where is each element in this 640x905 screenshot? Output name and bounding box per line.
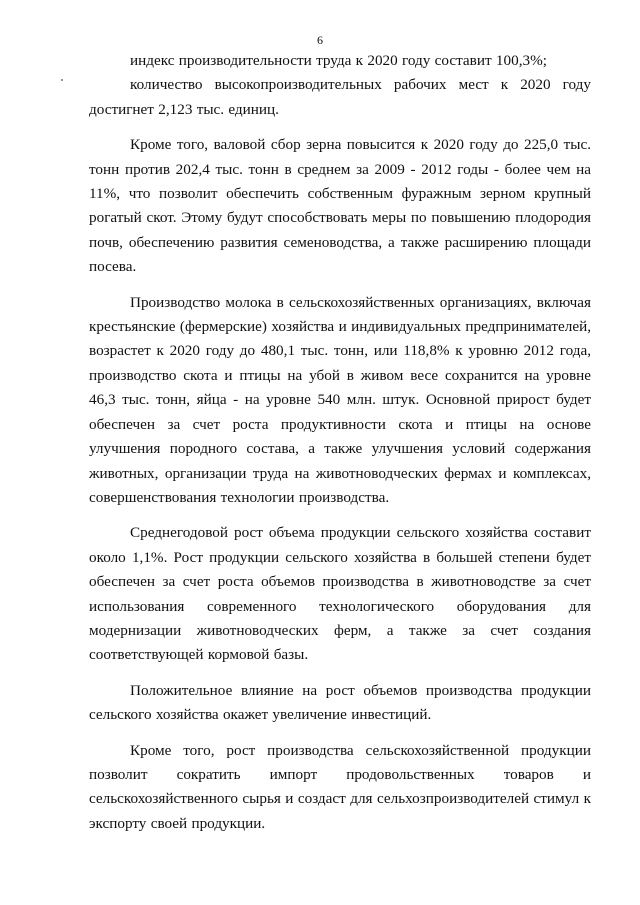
paragraph-milk-production: Производство молока в сельскохозяйственных организациях, включая крестьянские (фермерские) хозяйства и индивидуальных предпринимателей, возрастет к 2020 году до 480,1 тыс. тонн, или 118,8% к уровню 2012 года, производство скота и птицы на убой в живом весе сохранится на уровне 46,3 тыс. тонн, яйца - на уровне 540 млн. штук. Основной прирост будет обеспечен за счет роста продуктивности скота и птицы на основе улучшения породного состава, а также улучшения условий содержания животных, организации труда на животноводческих фермах и комплексах, совершенствования технологии производства. (89, 293, 591, 506)
paragraph-high-productivity-jobs: количество высокопроизводительных рабочих мест к 2020 году достигнет 2,123 тыс. единиц. (89, 76, 591, 118)
document-body (89, 49, 591, 836)
page-number: 6 (317, 33, 323, 47)
paragraph-grain-harvest: Кроме того, валовой сбор зерна повысится к 2020 году до 225,0 тыс. тонн против 202,4 тыс. тонн в среднем за 2009 - 2012 годы - более чем на 11%, что позволит обеспечить собственным фуражным зерном крупный рогатый скот. Этому будут способствовать меры по повышению плодородия почв, обеспечению развития семеноводства, а также расширению площади посева. (89, 136, 591, 276)
paragraph-average-growth: Среднегодовой рост объема продукции сельского хозяйства составит около 1,1%. Рост продукции сельского хозяйства в большей степени будет обеспечен за счет роста объемов производства в животноводстве за счет использования современного технологического оборудования для модернизации животноводческих ферм, а также за счет создания соответствующей кормовой базы. (89, 524, 591, 664)
paragraph-import-reduction: Кроме того, рост производства сельскохозяйственной продукции позволит сократить импорт продовольственных товаров и сельскохозяйственного сырья и создаст для сельхозпроизводителей стимул к экспорту своей продукции. (89, 741, 591, 832)
paragraph-investment-impact: Положительное влияние на рост объемов производства продукции сельского хозяйства окажет увеличение инвестиций. (89, 681, 591, 724)
scan-speck (61, 79, 63, 81)
paragraph-labor-productivity: индекс производительности труда к 2020 году составит 100,3%; (130, 52, 547, 69)
